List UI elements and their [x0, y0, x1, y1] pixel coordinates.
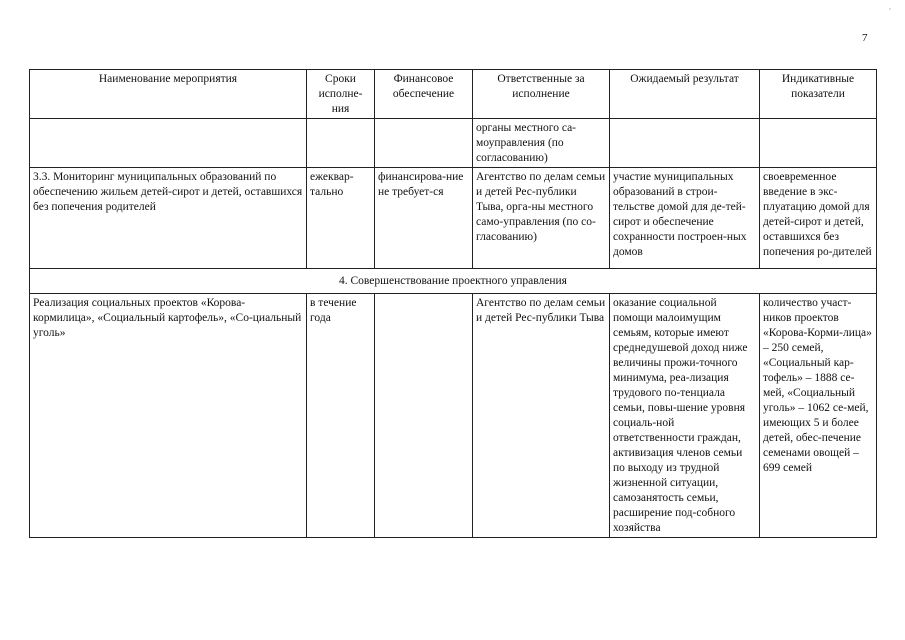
section-title: 4. Совершенствование проектного управления [30, 269, 877, 294]
cell-name: Реализация социальных проектов «Корова-кормилица», «Социальный картофель», «Со-циальный уголь» [30, 294, 307, 538]
cell-deadline: в течение года [307, 294, 375, 538]
cell-result [610, 119, 760, 168]
cell-deadline [307, 119, 375, 168]
header-finance: Финансовое обеспечение [375, 70, 473, 119]
cell-responsible: Агентство по делам семьи и детей Рес-публики Тыва [473, 294, 610, 538]
cell-name [30, 119, 307, 168]
table-row [30, 119, 877, 168]
cell-finance [375, 119, 473, 168]
header-responsible: Ответственные за исполнение [473, 70, 610, 119]
cell-finance [375, 294, 473, 538]
page-number: 7 [862, 32, 868, 44]
cell-responsible: органы местного са-моуправления (по согласованию) [473, 119, 610, 168]
cell-indicators: своевременное введение в экс-плуатацию домой для детей-сирот и детей, оставшихся без попечения ро-дителей [760, 168, 877, 269]
action-plan-table [29, 69, 877, 538]
table-header-row [30, 70, 877, 119]
section-row [30, 269, 877, 294]
cell-result: оказание социальной помощи малоимущим семьям, которые имеют среднедушевой доход ниже величины прожи-точного минимума, реа-лизация трудового по-тенциала семьи, повы-шение уровня социаль-ной ответственности граждан, активизация членов семьи по выходу из трудной жизненной ситуации, самозанятость семьи, расширение под-собного хозяйства [610, 294, 760, 538]
header-deadline: Сроки исполне-ния [307, 70, 375, 119]
table-row [30, 294, 877, 538]
cell-indicators [760, 119, 877, 168]
cell-responsible: Агентство по делам семьи и детей Рес-публики Тыва, орга-ны местного само-управления (по со-гласованию) [473, 168, 610, 269]
cell-finance: финансирова-ние не требует-ся [375, 168, 473, 269]
header-expected-result: Ожидаемый результат [610, 70, 760, 119]
cell-indicators: количество участ-ников проектов «Корова-Корми-лица» – 250 семей, «Социальный кар-тофель» – 1888 се-мей, «Социальный уголь» – 1062 се-мей, имеющих 5 и более детей, обес-печение семенами овощей – 699 семей [760, 294, 877, 538]
header-event-name: Наименование мероприятия [30, 70, 307, 119]
header-indicators: Индикативные показатели [760, 70, 877, 119]
cell-result: участие муниципальных образований в строи-тельстве домой для де-тей-сирот и обеспечение сохранности построен-ных домов [610, 168, 760, 269]
cell-name: 3.3. Мониторинг муниципальных образований по обеспечению жильем детей-сирот и детей, оставшихся без попечения родителей [30, 168, 307, 269]
cell-deadline: ежеквар-тально [307, 168, 375, 269]
scan-corner-mark: , [889, 2, 891, 11]
table-row [30, 168, 877, 269]
